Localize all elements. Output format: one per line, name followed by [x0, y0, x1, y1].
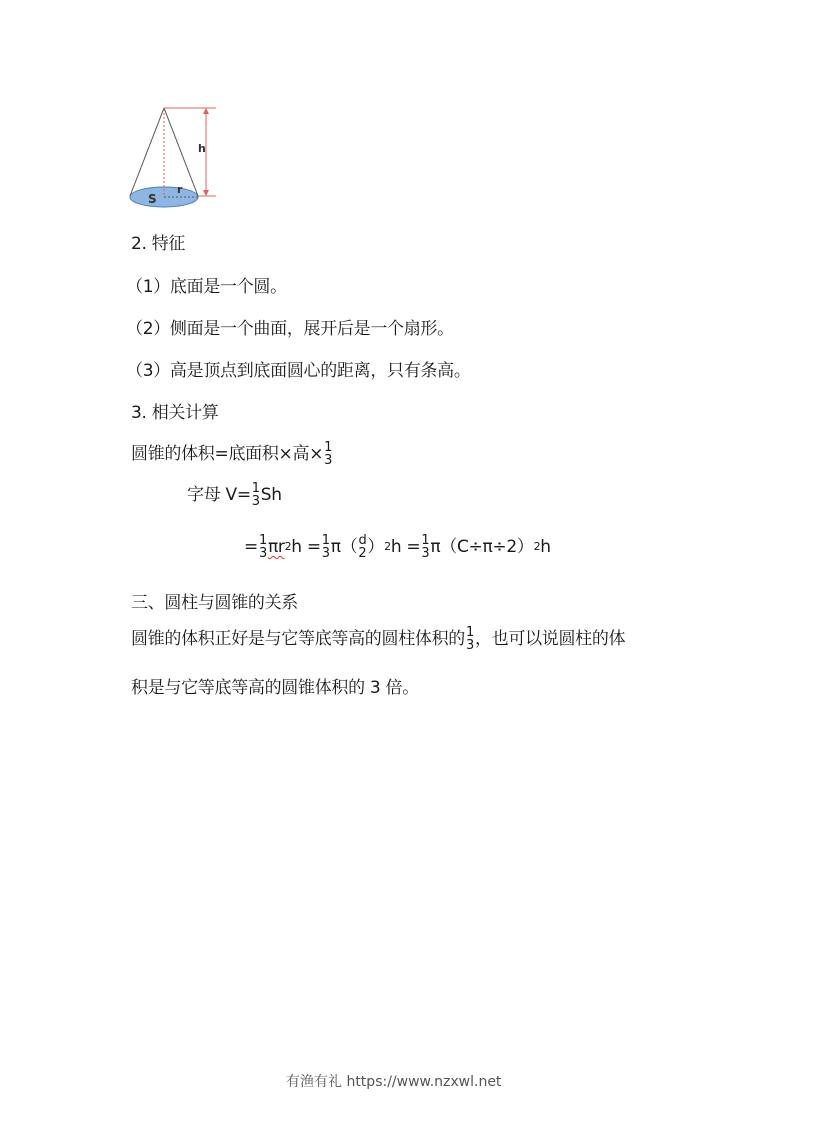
fraction-d-over-2: d 2	[358, 533, 367, 561]
fraction-one-third: 1 3	[466, 625, 474, 653]
fraction-one-third: 1 3	[258, 533, 267, 561]
feature-item-1: （1）底面是一个圆。	[126, 277, 287, 297]
volume-formula-text: 圆锥的体积=底面积×高×	[131, 444, 324, 464]
letter-formula	[187, 477, 282, 513]
relation-line-1: 圆锥的体积正好是与它等底等高的圆柱体积的 1 3 ，也可以说圆柱的体	[131, 625, 626, 653]
cone-label-r: r	[177, 183, 183, 196]
relation-line-2: 积是与它等底等高的圆锥体积的 3 倍。	[131, 678, 419, 698]
spellcheck-underlined-term: πr	[267, 537, 285, 557]
letter-formula-suffix: Sh	[260, 485, 282, 505]
section-3-heading: 3. 相关计算	[131, 403, 219, 423]
fraction-one-third: 1 3	[321, 533, 330, 561]
feature-item-3: （3）高是顶点到底面圆心的距离，只有条高。	[126, 361, 471, 381]
feature-item-2: （2）侧面是一个曲面，展开后是一个扇形。	[126, 319, 454, 339]
fraction-one-third: 1 3	[324, 440, 333, 468]
cone-label-h: h	[198, 142, 206, 155]
volume-formula	[131, 436, 333, 472]
relation-heading: 三、圆柱与圆锥的关系	[131, 593, 298, 613]
fraction-one-third: 1 3	[421, 533, 430, 561]
letter-formula-prefix: 字母 V=	[187, 485, 251, 505]
cone-label-s: S	[148, 192, 157, 206]
section-2-heading: 2. 特征	[131, 234, 186, 254]
cone-diagram	[126, 104, 226, 212]
fraction-one-third: 1 3	[251, 481, 260, 509]
footer-watermark: 有渔有礼 https://www.nzxwl.net	[286, 1074, 502, 1090]
volume-expansion: = 1 3 πr 2 h = 1 3 π（ d 2 ） 2 h = 1 3 π（C÷π÷2） 2 h	[244, 533, 551, 561]
